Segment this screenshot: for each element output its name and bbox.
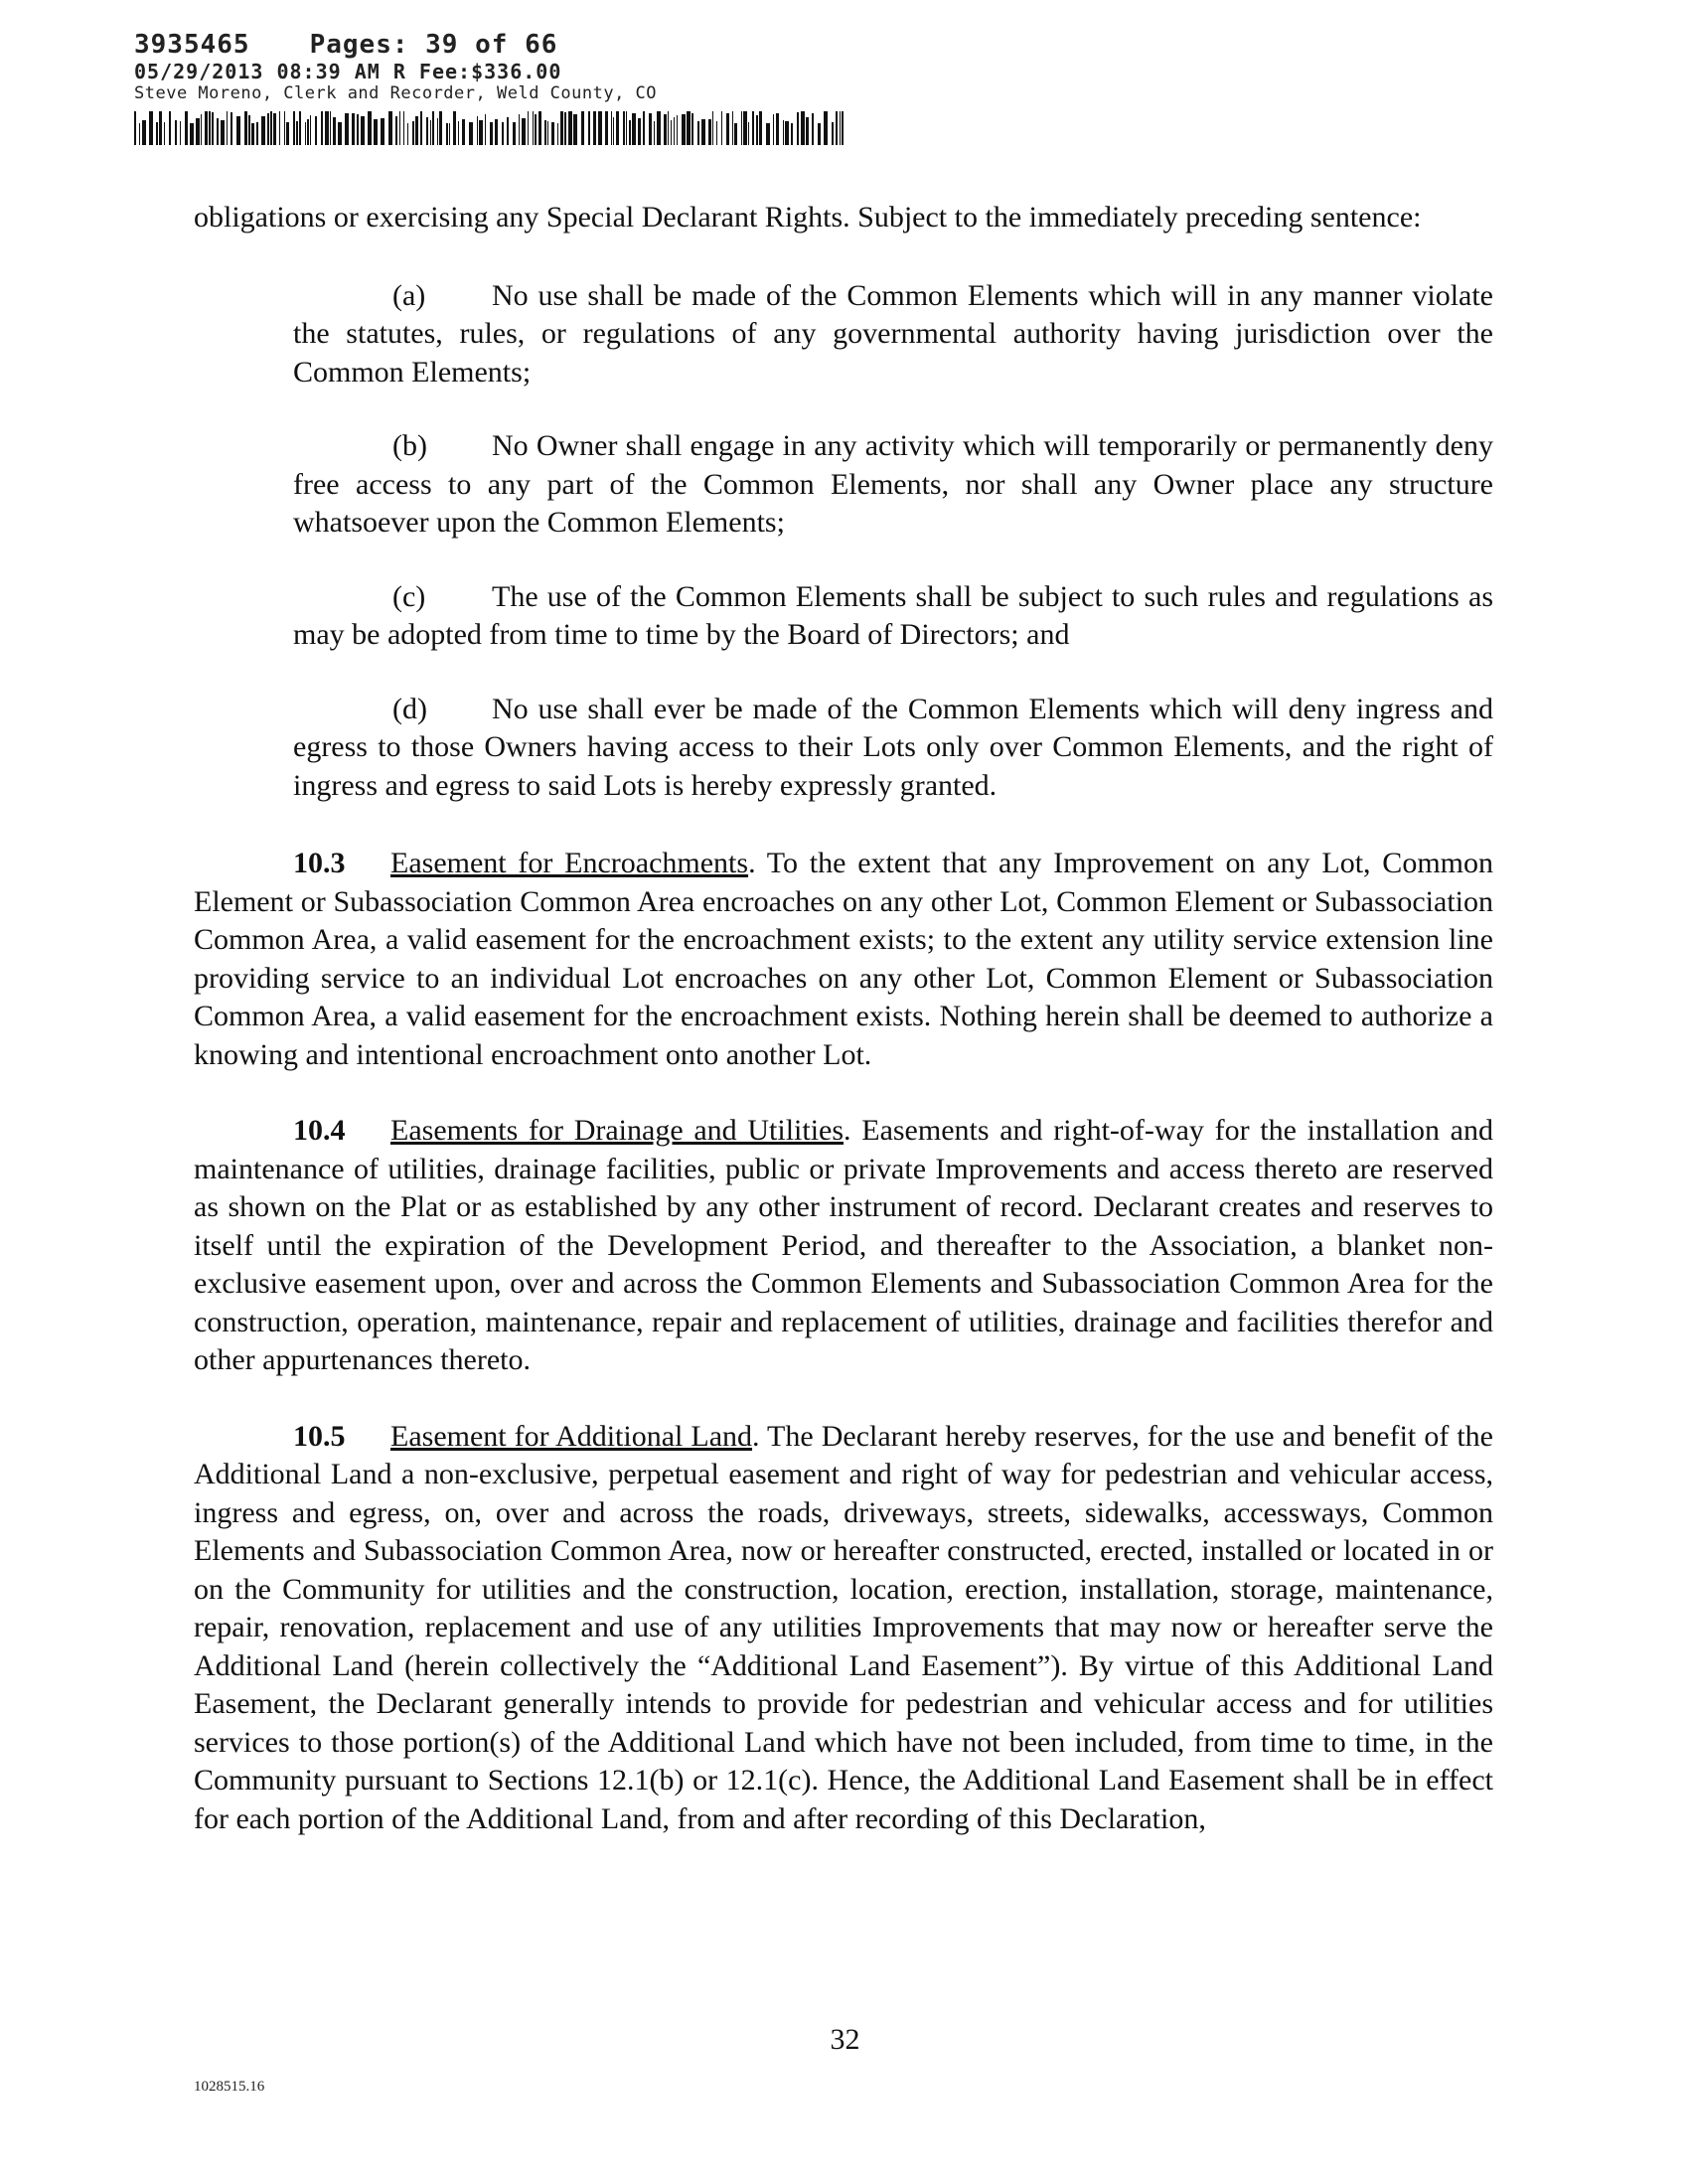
barcode-bar — [293, 111, 295, 145]
barcode-bar — [244, 111, 247, 145]
barcode-bar — [573, 114, 577, 145]
pages-count: Pages: 39 of 66 — [309, 30, 558, 60]
barcode-bar — [361, 116, 365, 145]
section-number: 10.5 — [293, 1419, 346, 1453]
barcode-bar — [785, 121, 789, 145]
barcode-bar — [801, 111, 805, 145]
barcode-bar — [267, 113, 269, 145]
section-text: . To the extent that any Improvement on any Lot, Common Element or Subassociation Common Area encroaches on any other Lot, Common Element or Subassociation Common Area, a valid easement for the encroachment exists; to the extent any utility service extension line providing service to an individual Lot encroaches on any other Lot, Common Element or Subassociation Common Area, a valid easement for the encroachment exists. Nothing herein shall be deemed to authorize a knowing and intentional encroachment onto another Lot. — [194, 847, 1493, 1071]
list-item-text: No use shall be made of the Common Elements which will in any manner violate the statutes, rules, or regulations of any governmental authority having jurisdiction over the Common Elements; — [293, 278, 1493, 389]
barcode-bar — [248, 115, 250, 145]
barcode-bar — [142, 120, 146, 145]
section-heading: Easement for Encroachments — [390, 847, 749, 879]
barcode-bar — [840, 111, 841, 145]
barcode-bar — [477, 116, 478, 145]
barcode-bar — [185, 111, 188, 145]
barcode-bar — [261, 116, 265, 145]
section-heading: Easements for Drainage and Utilities — [390, 1114, 845, 1147]
barcode-bar — [374, 119, 378, 145]
barcode-bar — [842, 111, 844, 145]
barcode-bar — [560, 111, 563, 145]
barcode-bar — [519, 114, 520, 145]
barcode-bar — [175, 120, 177, 145]
barcode-bar — [221, 120, 225, 145]
barcode-bar — [682, 114, 686, 145]
barcode-bar — [677, 115, 678, 145]
barcode-bar — [201, 114, 202, 145]
barcode-bar — [310, 115, 311, 145]
barcode-bar — [741, 111, 742, 145]
barcode-bar — [568, 111, 572, 145]
list-item-b — [194, 427, 1493, 543]
barcode-bar — [726, 113, 729, 145]
barcode-bar — [338, 122, 342, 145]
barcode-bar — [806, 117, 809, 145]
barcode-bar — [415, 116, 418, 145]
barcode-bar — [657, 111, 661, 145]
barcode-bar — [748, 122, 749, 145]
barcode-bar — [687, 111, 691, 145]
barcode-bar — [626, 111, 627, 145]
barcode-bar — [812, 113, 814, 145]
barcode-bar — [420, 111, 422, 145]
recording-line-1 — [134, 30, 657, 60]
barcode-bar — [159, 111, 162, 145]
barcode-bar — [412, 121, 414, 145]
barcode-bar — [388, 111, 392, 145]
barcode-bar — [544, 120, 546, 145]
barcode-bar — [629, 120, 631, 145]
barcode-bar — [551, 122, 554, 145]
barcode-bar — [196, 118, 200, 145]
barcode-bar — [547, 121, 548, 145]
barcode-bar — [613, 117, 614, 145]
section-text: . The Declarant hereby reserves, for the use and benefit of the Additional Land a non-exclusive, perpetual easement and right of way for pedestrian and vehicular access, ingress and egress, on, over and across the roads, driveways, streets, sidewalks, accessways, Common Elements and Subassociation Common Area, now or hereafter constructed, erected, installed or located in or on the Community for utilities and the construction, location, erection, installation, storage, maintenance, repair, renovation, replacement and use of any utilities Improvements that may now or hereafter serve the Additional Land (herein collectively the “Additional Land Easement”). By virtue of this Additional Land Easement, the Declarant generally intends to provide for pedestrian and vehicular access and for utilities services to those portion(s) of the Additional Land which have not been included, from time to time, in the Community pursuant to Sections 12.1(b) or 12.1(c). Hence, the Additional Land Easement shall be in effect for each portion of the Additional Land, from and after recording of this Declaration, — [194, 1419, 1494, 1835]
barcode-bar — [453, 111, 456, 145]
barcode-bar — [296, 121, 298, 145]
barcode-bar — [528, 111, 529, 145]
barcode-bar — [664, 114, 667, 145]
barcode-bar — [616, 111, 619, 145]
barcode-bar — [611, 111, 612, 145]
barcode-bar — [156, 122, 158, 145]
barcode-bar — [721, 111, 722, 145]
barcode-bar — [236, 116, 240, 145]
reception-number: 3935465 — [134, 30, 250, 60]
barcode-bar — [469, 122, 473, 145]
list-item-text: The use of the Common Elements shall be subject to such rules and regulations as may be adopted from time to time by the Board of Directors; and — [293, 579, 1493, 651]
barcode-bar — [462, 119, 465, 145]
barcode-bar — [430, 120, 431, 145]
barcode-bar — [209, 111, 211, 145]
barcode-bar — [759, 111, 762, 145]
barcode-bar — [286, 122, 289, 145]
barcode-bar — [766, 123, 770, 145]
list-item-d — [194, 691, 1493, 806]
barcode-bar — [432, 111, 434, 145]
barcode-bar — [716, 121, 717, 145]
barcode-bar — [513, 122, 516, 145]
barcode-bar — [352, 113, 355, 145]
section-text: . Easements and right-of-way for the installation and maintenance of utilities, drainage facilities, public or private Improvements and access thereto are reserved as shown on the Plat or as established by any other instrument of record. Declarant creates and reserves to itself until the expiration of the Development Period, and thereafter to the Association, a blanket non-exclusive easement upon, over and across the Common Elements and Subassociation Common Area for the construction, operation, maintenance, repair and replacement of utilities, drainage and facilities therefor and other appurtenances thereto. — [194, 1114, 1493, 1376]
barcode-bar — [381, 118, 384, 145]
list-item-label: (a) — [392, 278, 426, 312]
barcode-bar — [776, 113, 779, 145]
barcode-bar — [643, 111, 645, 145]
section-10-5 — [194, 1418, 1493, 1839]
barcode-bar — [273, 113, 276, 145]
list-item-label: (c) — [392, 579, 426, 613]
barcode-bar — [824, 111, 828, 145]
barcode-bar — [490, 122, 493, 145]
barcode-bar — [164, 122, 165, 145]
barcode-bar — [437, 118, 438, 145]
barcode-bar — [449, 123, 450, 145]
barcode-bar — [256, 122, 258, 145]
barcode-bar — [395, 116, 397, 145]
barcode-bar — [632, 113, 636, 145]
barcode-bar — [439, 111, 442, 145]
recorder-name: Steve Moreno, Clerk and Recorder, Weld County, CO — [134, 83, 658, 103]
barcode-bar — [533, 111, 534, 145]
barcode-bar — [299, 111, 301, 145]
barcode-image — [134, 111, 845, 145]
barcode-bar — [691, 113, 693, 145]
barcode-bar — [581, 111, 584, 145]
barcode-bar — [357, 114, 359, 145]
barcode-bar — [368, 111, 372, 145]
barcode-bar — [668, 111, 669, 145]
barcode-bar — [697, 121, 699, 145]
barcode-bar — [797, 112, 799, 145]
list-item-label: (b) — [392, 429, 427, 462]
barcode-bar — [773, 114, 774, 145]
barcode-bar — [791, 123, 793, 145]
page-number: 32 — [830, 2023, 860, 2056]
barcode-bar — [251, 123, 254, 145]
barcode-bar — [134, 111, 136, 145]
opening-paragraph: obligations or exercising any Special Declarant Rights. Subject to the immediately preceding sentence: — [194, 201, 1422, 234]
barcode-bar — [139, 123, 140, 145]
barcode-bar — [783, 120, 784, 145]
list-item-text: No use shall ever be made of the Common Elements which will deny ingress and egress to those Owners having access to their Lots only over Common Elements, and the right of ingress and egress to said Lots is hereby expressly granted. — [293, 692, 1493, 802]
barcode-bar — [538, 111, 541, 145]
barcode-bar — [333, 117, 336, 145]
barcode-bar — [818, 123, 821, 145]
barcode-bar — [654, 121, 655, 145]
barcode-bar — [284, 111, 285, 145]
barcode-bar — [836, 111, 838, 145]
barcode-bar — [732, 111, 733, 145]
document-body — [194, 199, 1493, 1876]
recording-date-fee: 05/29/2013 08:39 AM R Fee:$336.00 — [134, 60, 562, 83]
barcode-bar — [485, 114, 486, 145]
barcode-bar — [638, 118, 641, 145]
barcode-bar — [205, 111, 208, 145]
barcode-bar — [605, 111, 608, 145]
barcode-bar — [149, 111, 153, 145]
barcode-bar — [227, 111, 228, 145]
barcode-bar — [399, 111, 400, 145]
list-item-a — [194, 277, 1493, 392]
barcode-bar — [593, 111, 596, 145]
barcode-bar — [712, 111, 713, 145]
barcode-bar — [279, 111, 280, 145]
barcode-bar — [701, 119, 705, 145]
barcode-bar — [522, 118, 526, 145]
list-item-label: (d) — [392, 692, 427, 725]
list-item-c — [194, 578, 1493, 655]
barcode-bar — [588, 111, 590, 145]
barcode-bar — [479, 120, 483, 145]
barcode-bar — [190, 123, 194, 145]
barcode-bar — [674, 117, 675, 145]
barcode-bar — [212, 112, 214, 145]
barcode-bar — [345, 113, 349, 145]
barcode-bar — [330, 111, 331, 145]
barcode-bar — [307, 119, 309, 145]
barcode-bar — [325, 111, 329, 145]
barcode-bar — [671, 120, 672, 145]
section-10-3 — [194, 845, 1493, 1074]
section-10-4 — [194, 1112, 1493, 1380]
barcode-bar — [564, 112, 566, 145]
list-item-text: No Owner shall engage in any activity which will temporarily or permanently deny free access to any part of the Common Elements, nor shall any Owner place any structure whatsoever upon the Common Elements; — [293, 429, 1493, 539]
barcode-bar — [598, 111, 602, 145]
section-number: 10.3 — [293, 847, 346, 879]
barcode-bar — [502, 122, 504, 145]
barcode-bar — [321, 111, 323, 145]
barcode-bar — [649, 113, 652, 145]
barcode-bar — [557, 123, 558, 145]
barcode-bar — [217, 118, 219, 145]
barcode-bar — [230, 112, 232, 145]
barcode-bar — [315, 116, 317, 145]
barcode-bar — [305, 122, 306, 145]
document-id: 1028515.16 — [194, 2079, 265, 2095]
recording-stamp — [134, 30, 657, 103]
section-number: 10.4 — [293, 1114, 346, 1147]
barcode-bar — [708, 119, 711, 145]
barcode-bar — [743, 111, 747, 145]
barcode-bar — [426, 117, 428, 145]
barcode-bar — [458, 121, 459, 145]
barcode-bar — [535, 114, 537, 145]
barcode-bar — [495, 119, 498, 145]
barcode-bar — [270, 111, 272, 145]
barcode-bar — [832, 122, 834, 145]
barcode-bar — [446, 123, 448, 145]
barcode-bar — [623, 111, 625, 145]
barcode-bar — [752, 111, 754, 145]
section-heading: Easement for Additional Land — [390, 1419, 753, 1453]
barcode-bar — [507, 117, 509, 145]
barcode-bar — [734, 123, 737, 145]
barcode-bar — [407, 123, 408, 145]
barcode-bar — [756, 115, 758, 145]
barcode-bar — [403, 111, 404, 145]
barcode-bar — [180, 121, 181, 145]
barcode-bar — [169, 111, 171, 145]
